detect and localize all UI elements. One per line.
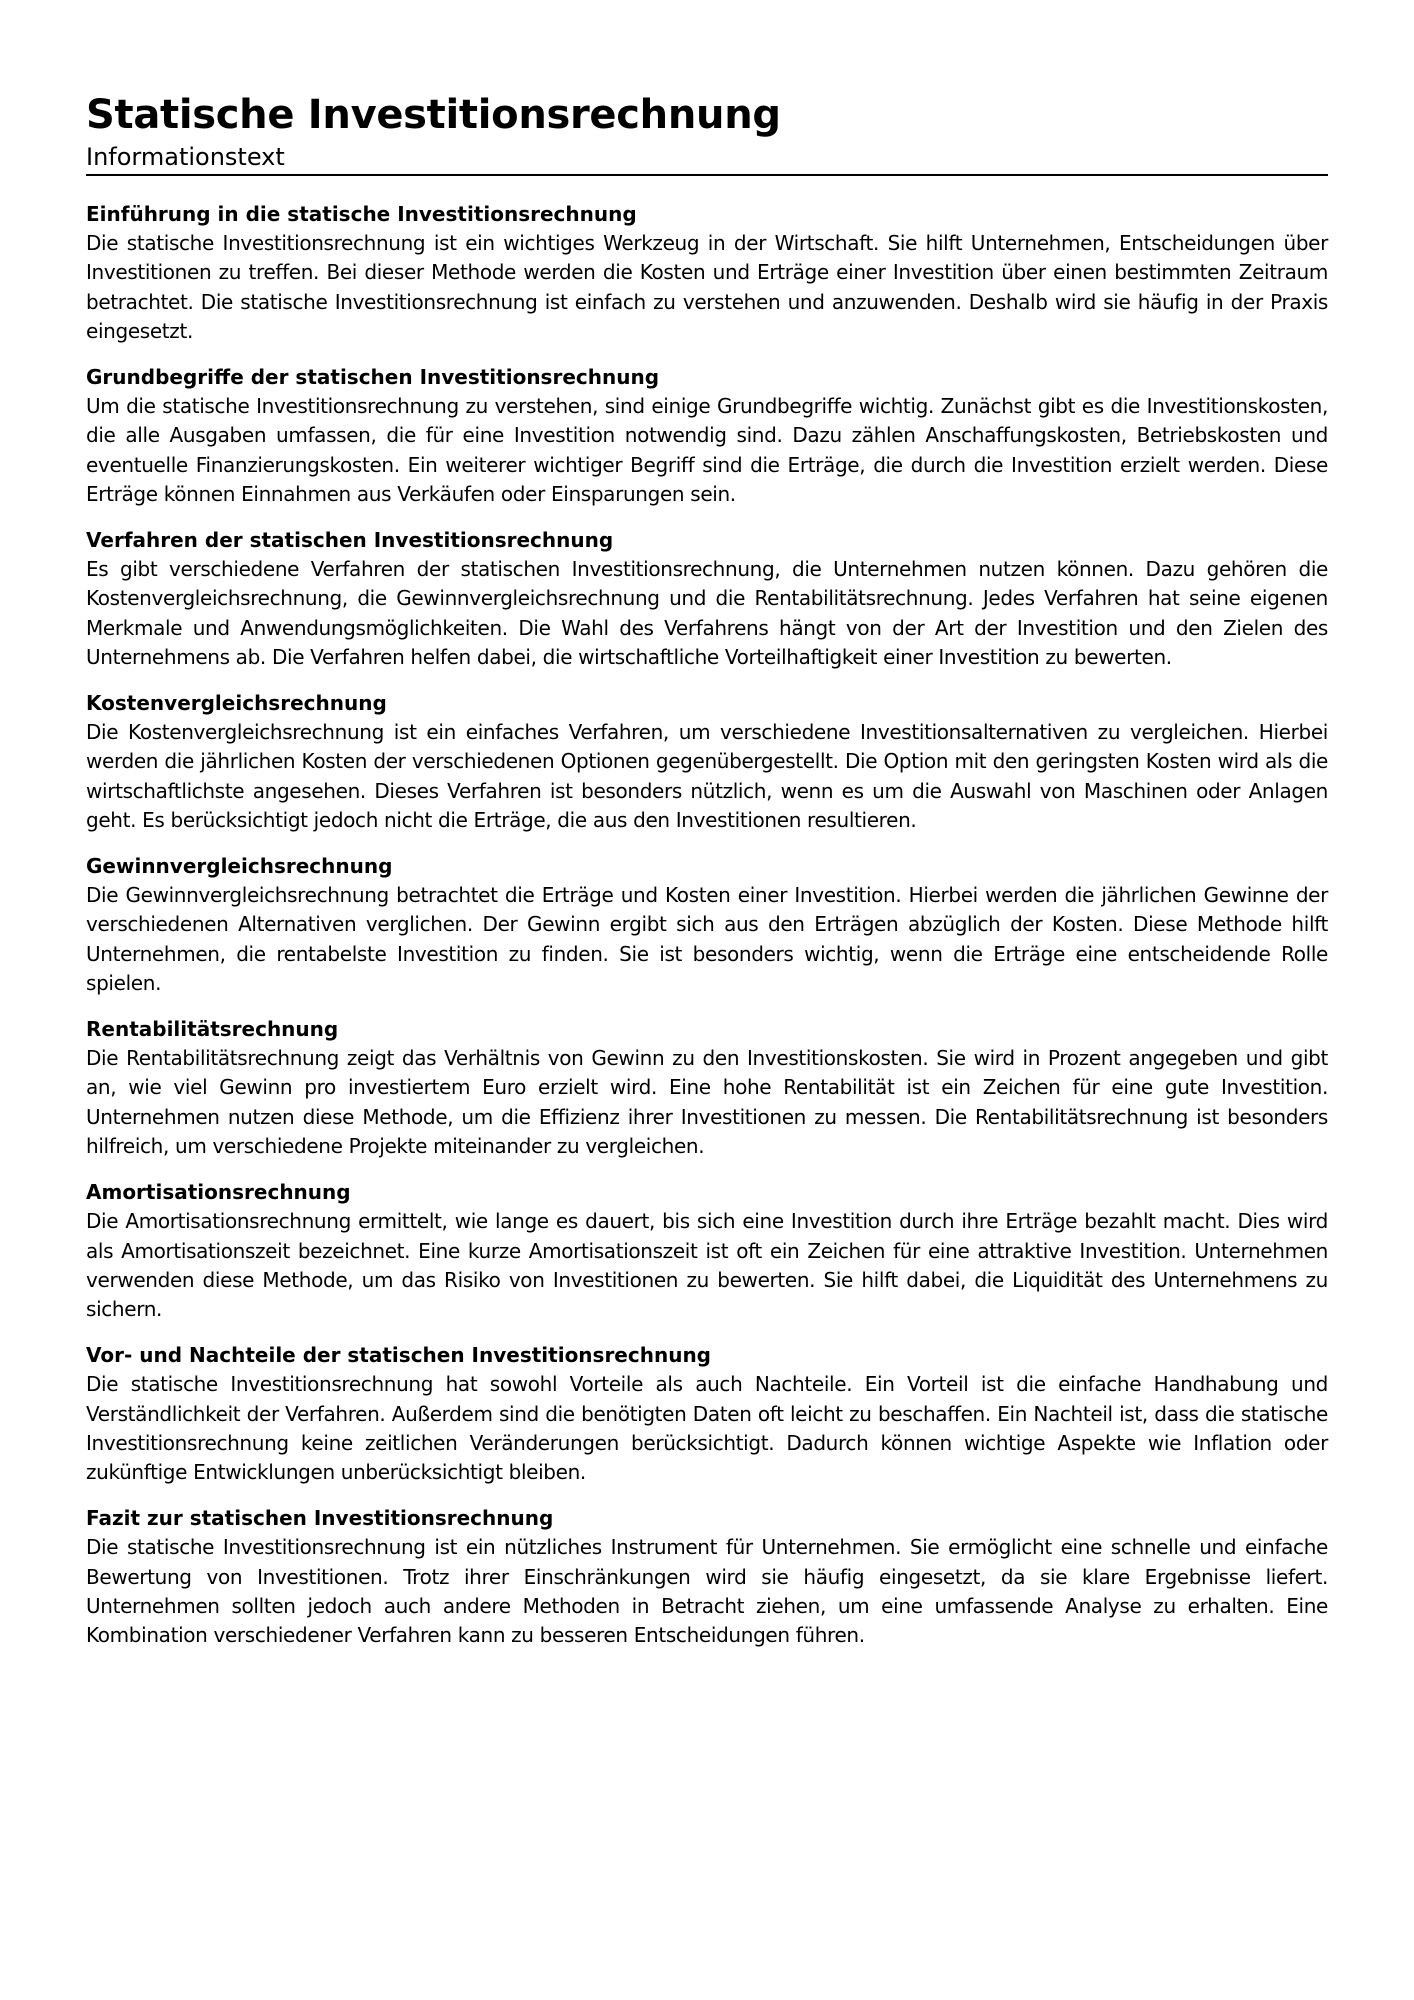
section-heading: Kostenvergleichsrechnung (86, 691, 387, 716)
section-heading: Vor- und Nachteile der statischen Investitionsrechnung (86, 1343, 711, 1368)
section-paragraph: Um die statische Investitionsrechnung zu verstehen, sind einige Grundbegriffe wichtig. Zunächst gibt es die Investitionskosten, die alle Ausgaben umfassen, die für eine Investition notwendig sind. Dazu zählen Anschaffungskosten, Betriebskosten und eventuelle Finanzierungskosten. Ein weiterer wichtiger Begriff sind die Erträge, die durch die Investition erzielt werden. Diese Erträge können Einnahmen aus Verkäufen oder Einsparungen sein. (86, 394, 1328, 506)
section-rentabilitaetsrechnung (86, 1015, 1328, 1161)
section-paragraph: Die Kostenvergleichsrechnung ist ein einfaches Verfahren, um verschiedene Investitionsalternativen zu vergleichen. Hierbei werden die jährlichen Kosten der verschiedenen Optionen gegenübergestellt. Die Option mit den geringsten Kosten wird als die wirtschaftlichste angesehen. Dieses Verfahren ist besonders nützlich, wenn es um die Auswahl von Maschinen oder Anlagen geht. Es berücksichtigt jedoch nicht die Erträge, die aus den Investitionen resultieren. (86, 720, 1328, 832)
section-grundbegriffe (86, 363, 1328, 509)
document-body (86, 200, 1328, 1650)
section-heading: Einführung in die statische Investitionsrechnung (86, 202, 637, 226)
section-kostenvergleichsrechnung (86, 689, 1328, 835)
section-einfuehrung (86, 200, 1328, 346)
section-heading: Gewinnvergleichsrechnung (86, 854, 393, 879)
section-paragraph: Es gibt verschiedene Verfahren der statischen Investitionsrechnung, die Unternehmen nutzen können. Dazu gehören die Kostenvergleichsrechnung, die Gewinnvergleichsrechnung und die Rentabilitätsrechnung. Jedes Verfahren hat seine eigenen Merkmale und Anwendungsmöglichkeiten. Die Wahl des Verfahrens hängt von der Art der Investition und den Zielen des Unternehmens ab. Die Verfahren helfen dabei, die wirtschaftliche Vorteilhaftigkeit einer Investition zu bewerten. (86, 557, 1328, 669)
section-vor-und-nachteile (86, 1341, 1328, 1487)
section-paragraph: Die Rentabilitätsrechnung zeigt das Verhältnis von Gewinn zu den Investitionskosten. Sie wird in Prozent angegeben und gibt an, wie viel Gewinn pro investiertem Euro erzielt wird. Eine hohe Rentabilität ist ein Zeichen für eine gute Investition. Unternehmen nutzen diese Methode, um die Effizienz ihrer Investitionen zu messen. Die Rentabilitätsrechnung ist besonders hilfreich, um verschiedene Projekte miteinander zu vergleichen. (86, 1046, 1328, 1158)
section-heading: Grundbegriffe der statischen Investitionsrechnung (86, 365, 660, 390)
section-heading: Fazit zur statischen Investitionsrechnung (86, 1506, 554, 1531)
document-page (86, 88, 1328, 1667)
section-paragraph: Die statische Investitionsrechnung ist ein nützliches Instrument für Unternehmen. Sie ermöglicht eine schnelle und einfache Bewertung von Investitionen. Trotz ihrer Einschränkungen wird sie häufig eingesetzt, da sie klare Ergebnisse liefert. Unternehmen sollten jedoch auch andere Methoden in Betracht ziehen, um eine umfassende Analyse zu erhalten. Eine Kombination verschiedener Verfahren kann zu besseren Entscheidungen führen. (86, 1535, 1328, 1647)
section-fazit (86, 1504, 1328, 1650)
section-paragraph: Die statische Investitionsrechnung hat sowohl Vorteile als auch Nachteile. Ein Vorteil ist die einfache Handhabung und Verständlichkeit der Verfahren. Außerdem sind die benötigten Daten oft leicht zu beschaffen. Ein Nachteil ist, dass die statische Investitionsrechnung keine zeitlichen Veränderungen berücksichtigt. Dadurch können wichtige Aspekte wie Inflation oder zukünftige Entwicklungen unberücksichtigt bleiben. (86, 1372, 1328, 1484)
section-amortisationsrechnung (86, 1178, 1328, 1324)
section-heading: Amortisationsrechnung (86, 1180, 351, 1205)
document-title: Statische Investitionsrechnung (86, 92, 781, 138)
section-heading: Verfahren der statischen Investitionsrechnung (86, 528, 614, 553)
document-subtitle: Informationstext (86, 142, 1328, 176)
section-heading: Rentabilitätsrechnung (86, 1017, 339, 1042)
section-paragraph: Die Gewinnvergleichsrechnung betrachtet die Erträge und Kosten einer Investition. Hierbei werden die jährlichen Gewinne der verschiedenen Alternativen verglichen. Der Gewinn ergibt sich aus den Erträgen abzüglich der Kosten. Diese Methode hilft Unternehmen, die rentabelste Investition zu finden. Sie ist besonders wichtig, wenn die Erträge eine entscheidende Rolle spielen. (86, 883, 1328, 995)
section-verfahren (86, 526, 1328, 672)
section-paragraph: Die statische Investitionsrechnung ist ein wichtiges Werkzeug in der Wirtschaft. Sie hilft Unternehmen, Entscheidungen über Investitionen zu treffen. Bei dieser Methode werden die Kosten und Erträge einer Investition über einen bestimmten Zeitraum betrachtet. Die statische Investitionsrechnung ist einfach zu verstehen und anzuwenden. Deshalb wird sie häufig in der Praxis eingesetzt. (86, 231, 1328, 343)
section-gewinnvergleichsrechnung (86, 852, 1328, 998)
section-paragraph: Die Amortisationsrechnung ermittelt, wie lange es dauert, bis sich eine Investition durch ihre Erträge bezahlt macht. Dies wird als Amortisationszeit bezeichnet. Eine kurze Amortisationszeit ist oft ein Zeichen für eine attraktive Investition. Unternehmen verwenden diese Methode, um das Risiko von Investitionen zu bewerten. Sie hilft dabei, die Liquidität des Unternehmens zu sichern. (86, 1209, 1328, 1321)
